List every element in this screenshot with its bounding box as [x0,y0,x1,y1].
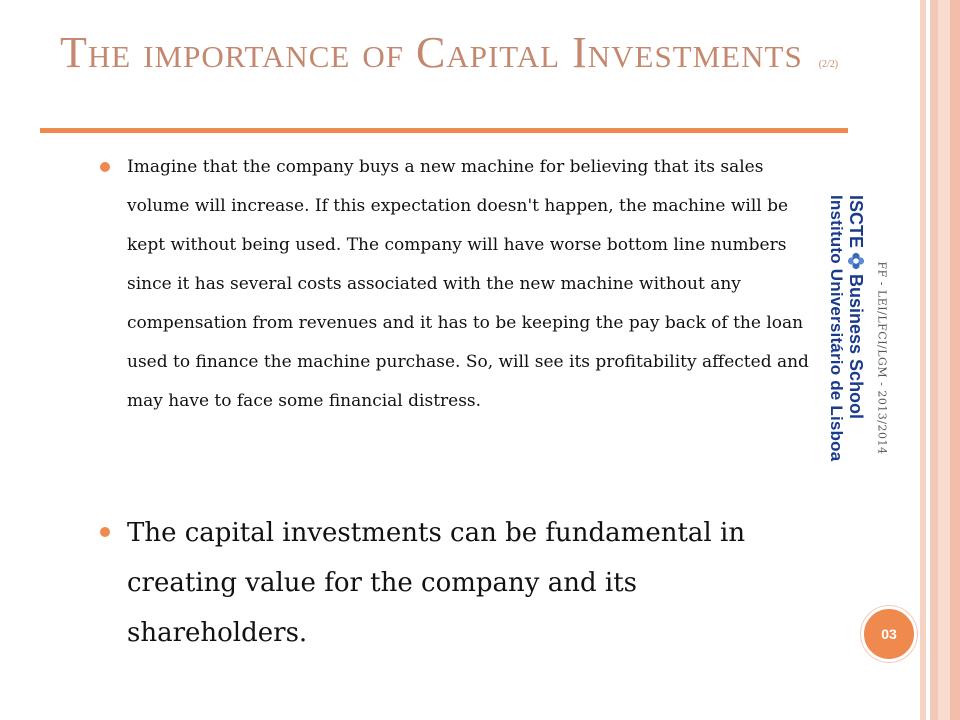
slide-title-text: The importance of Capital Investments [60,28,803,77]
page-number: 03 [881,626,897,642]
bullet-list-primary [100,148,815,421]
bullet-item [100,508,815,658]
logo-line-1 [846,195,866,515]
title-underline [40,128,848,133]
bullet-dot-icon [100,527,110,537]
bullet-text: The capital investments can be fundamental in creating value for the company and its shareholders. [127,518,746,648]
course-label: FF - LEI/LFCI/LGM - 2013/2014 [875,261,889,455]
bullet-item [100,148,815,421]
logo-brand: ISCTE [846,195,866,249]
bullet-list-secondary [100,508,815,658]
decor-strip [938,0,950,720]
decor-strip [920,0,926,720]
decor-strip [950,0,960,720]
page-number-badge [861,606,917,662]
slide-title-part: (2/2) [818,59,839,70]
logo-line-2: Instituto Universitário de Lisboa [827,195,846,462]
bullet-dot-icon [100,162,110,172]
bullet-text: Imagine that the company buys a new machine for believing that its sales volume will increase. If this expectation doesn't happen, the machine will be kept without being used. The company will have worse bottom line numbers since it has several costs associated with the new machine without any compensation from revenues and it has to be keeping the pay back of the loan used to finance the machine purchase. So, will see its profitability affected and may have to face some financial distress. [127,157,809,411]
school-logo [826,195,866,515]
logo-school-name: Business School [846,274,866,420]
decor-strip [930,0,938,720]
logo-flower-icon [847,252,865,270]
slide-title [60,28,860,90]
